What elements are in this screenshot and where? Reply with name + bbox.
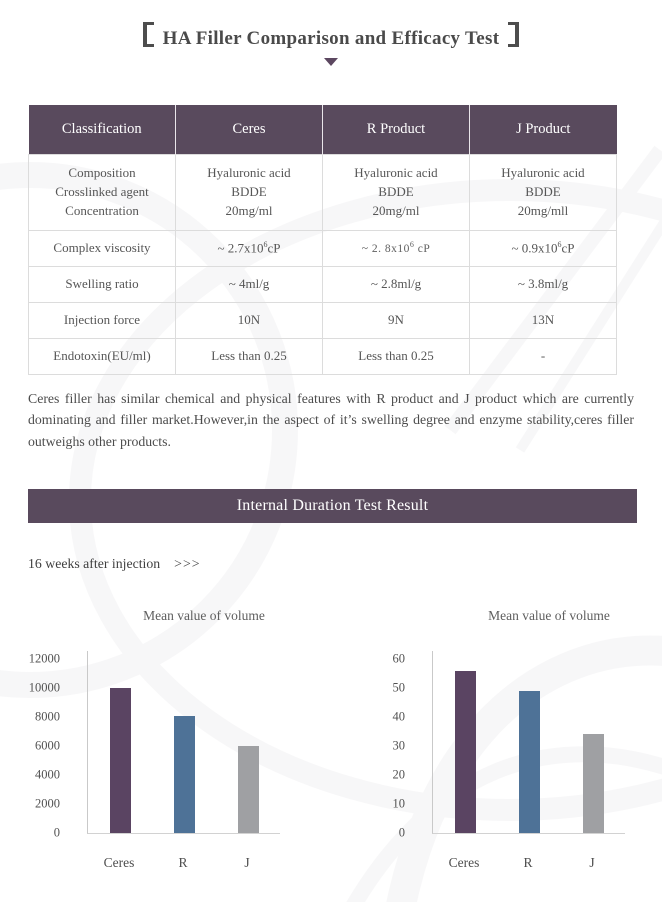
cell-viscosity-r	[323, 231, 470, 267]
value-text: ~ 2.7x10	[217, 240, 264, 256]
composition-label-line: Composition	[68, 165, 136, 181]
y-axis-tick-label: 60	[392, 651, 405, 666]
bar-ceres	[455, 671, 476, 833]
cell-composition-j	[470, 155, 617, 231]
x-axis-category-label: Ceres	[103, 855, 135, 870]
header-cell-j-product: J Product	[470, 105, 617, 155]
cell-endotoxin-ceres: Less than 0.25	[176, 339, 323, 375]
page-title	[0, 22, 662, 50]
y-axis-tick-label: 40	[392, 709, 405, 724]
cell-endotoxin-j: -	[470, 339, 617, 375]
value-unit: cP	[267, 240, 281, 256]
table-row-composition	[29, 155, 617, 231]
y-axis-tick-label: 10000	[28, 680, 60, 695]
arrows-icon: >>>	[174, 556, 201, 571]
cell-injection-j: 13N	[470, 303, 617, 339]
table-row-swelling	[29, 267, 617, 303]
y-axis-tick-label: 20	[392, 767, 405, 782]
cell-viscosity-ceres	[176, 231, 323, 267]
bar-ceres	[110, 688, 131, 833]
value-unit: cP	[561, 240, 575, 256]
header-cell-classification: Classification	[29, 105, 176, 155]
cell-line: BDDE	[231, 184, 267, 200]
value-unit: cP	[414, 243, 431, 256]
timeline-label	[28, 556, 201, 572]
chart-plot	[432, 651, 625, 834]
chart-x-axis-labels	[87, 855, 279, 875]
comparison-table	[28, 105, 617, 375]
table-row-injection	[29, 303, 617, 339]
cell-injection-ceres: 10N	[176, 303, 323, 339]
row-label-injection: Injection force	[29, 303, 176, 339]
x-axis-category-label: R	[178, 855, 188, 870]
x-axis-category-label: Ceres	[448, 855, 480, 870]
summary-paragraph: Ceres filler has similar chemical and physical features with R product and J product which are currently dominating and filler market.However,in the aspect of it’s swelling degree and enzyme stability,ceres filler outweighs other products.	[28, 391, 634, 449]
cell-line: 20mg/ml	[225, 202, 273, 218]
cell-composition-ceres	[176, 155, 323, 231]
y-axis-tick-label: 12000	[28, 651, 60, 666]
cell-line: 20mg/ml	[372, 202, 420, 218]
row-label-endotoxin: Endotoxin(EU/ml)	[29, 339, 176, 375]
table-header-row	[29, 105, 617, 155]
bar-j	[238, 746, 259, 833]
header-cell-ceres: Ceres	[176, 105, 323, 155]
y-axis-tick-label: 0	[53, 825, 60, 840]
cell-endotoxin-r: Less than 0.25	[323, 339, 470, 375]
page-title-text: HA Filler Comparison and Efficacy Test	[162, 28, 500, 49]
composition-label-line: Concentration	[65, 202, 139, 218]
value-superscript: 6	[263, 239, 268, 249]
title-bracket-close-icon	[508, 22, 519, 47]
cell-line: Hyaluronic acid	[501, 165, 585, 181]
cell-injection-r: 9N	[323, 303, 470, 339]
header-cell-r-product: R Product	[323, 105, 470, 155]
value-text: ~ 0.9x10	[511, 240, 558, 256]
bar-chart-volume-right	[363, 605, 662, 883]
bar-j	[583, 734, 604, 833]
cell-line: 20mg/mll	[517, 202, 569, 218]
cell-swelling-r: ~ 2.8ml/g	[323, 267, 470, 303]
value-text: ~ 2. 8x10	[361, 243, 410, 256]
x-axis-category-label: J	[589, 855, 595, 870]
row-label-swelling: Swelling ratio	[29, 267, 176, 303]
chart-x-axis-labels	[432, 855, 624, 875]
title-bracket-open-icon	[143, 22, 154, 47]
y-axis-tick-label: 4000	[35, 767, 60, 782]
cell-line: Hyaluronic acid	[207, 165, 291, 181]
bar-r	[519, 691, 540, 833]
composition-label-line: Crosslinked agent	[55, 184, 149, 200]
cell-line: BDDE	[378, 184, 414, 200]
chart-title: Mean value of volume	[143, 608, 265, 623]
bar-r	[174, 716, 195, 833]
chart-plot	[87, 651, 280, 834]
y-axis-tick-label: 0	[398, 825, 405, 840]
section-banner: Internal Duration Test Result	[28, 489, 637, 523]
value-superscript: 6	[557, 239, 562, 249]
x-axis-category-label: R	[523, 855, 533, 870]
y-axis-tick-label: 30	[392, 738, 405, 753]
y-axis-tick-label: 6000	[35, 738, 60, 753]
cell-viscosity-j	[470, 231, 617, 267]
row-label-composition	[29, 155, 176, 231]
bar-chart-volume-left	[18, 605, 318, 883]
down-triangle-icon	[324, 58, 338, 66]
table-row-viscosity	[29, 231, 617, 267]
cell-line: BDDE	[525, 184, 561, 200]
timeline-text: 16 weeks after injection	[28, 556, 161, 571]
value-superscript: 6	[409, 240, 415, 250]
cell-swelling-ceres: ~ 4ml/g	[176, 267, 323, 303]
chart-title: Mean value of volume	[488, 608, 610, 623]
cell-composition-r	[323, 155, 470, 231]
cell-swelling-j: ~ 3.8ml/g	[470, 267, 617, 303]
chart-y-axis-labels	[363, 651, 405, 840]
y-axis-tick-label: 50	[392, 680, 405, 695]
chart-y-axis-labels	[18, 651, 60, 840]
y-axis-tick-label: 8000	[35, 709, 60, 724]
y-axis-tick-label: 2000	[35, 796, 60, 811]
cell-line: Hyaluronic acid	[354, 165, 438, 181]
table-row-endotoxin	[29, 339, 617, 375]
row-label-viscosity: Complex viscosity	[29, 231, 176, 267]
x-axis-category-label: J	[244, 855, 250, 870]
y-axis-tick-label: 10	[392, 796, 405, 811]
